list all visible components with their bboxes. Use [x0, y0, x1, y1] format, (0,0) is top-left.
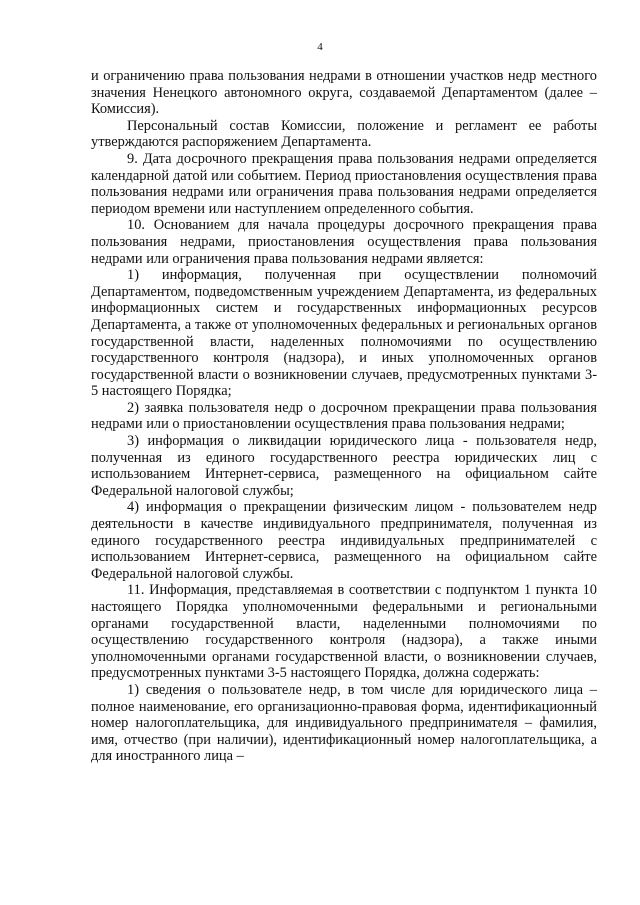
page-number: 4: [317, 41, 323, 53]
paragraph-item-9: 9. Дата досрочного прекращения права пользования недрами определяется календарной датой или событием. Период приостановления осуществления права пользования недрами или ограничения права пользования недрами определяется периодом времени или наступлением определенного события.: [91, 150, 597, 217]
document-body: [91, 68, 597, 765]
paragraph-item-10-1: 1) информация, полученная при осуществлении полномочий Департаментом, подведомственным учреждением Департамента, из федеральных информационных систем и государственных информационных ресурсов Департамента, а также от уполномоченных федеральных и региональных органов государственной власти, наделенных полномочиями по осуществлению государственного контроля (надзора), и иных уполномоченных органов государственной власти о возникновении случаев, предусмотренных пунктами 3-5 настоящего Порядка;: [91, 267, 597, 400]
paragraph-commission-composition: Персональный состав Комиссии, положение и регламент ее работы утверждаются распоряжением Департамента.: [91, 117, 597, 151]
paragraph-item-10: 10. Основанием для начала процедуры досрочного прекращения права пользования недрами, приостановления осуществления права пользования недрами или ограничения права пользования недрами является:: [91, 217, 597, 267]
paragraph-item-10-4: 4) информация о прекращении физическим лицом - пользователем недр деятельности в качестве индивидуального предпринимателя, полученная из единого государственного реестра индивидуальных предпринимателей с использованием Интернет-сервиса, размещенного на официальном сайте Федеральной налоговой службы.: [91, 499, 597, 582]
paragraph-commission-continuation: и ограничению права пользования недрами в отношении участков недр местного значения Ненецкого автономного округа, создаваемой Департаментом (далее – Комиссия).: [91, 68, 597, 118]
paragraph-item-11-1: 1) сведения о пользователе недр, в том числе для юридического лица – полное наименование, его организационно-правовая форма, идентификационный номер налогоплательщика, для индивидуального предпринимателя – фамилия, имя, отчество (при наличии), идентификационный номер налогоплательщика, а для иностранного лица –: [91, 681, 597, 765]
paragraph-item-10-3: 3) информация о ликвидации юридического лица - пользователя недр, полученная из единого государственного реестра юридических лиц с использованием Интернет-сервиса, размещенного на официальном сайте Федеральной налоговой службы;: [91, 433, 597, 499]
paragraph-item-11: 11. Информация, представляемая в соответствии с подпунктом 1 пункта 10 настоящего Порядка уполномоченными федеральными и региональными органами государственной власти, наделенными полномочиями по осуществлению государственного контроля (надзора), а также иными уполномоченными органами государственной власти, о возникновении случаев, предусмотренных пунктами 3-5 настоящего Порядка, должна содержать:: [91, 582, 597, 682]
paragraph-item-10-2: 2) заявка пользователя недр о досрочном прекращении права пользования недрами или о приостановлении осуществления права пользования недрами;: [91, 399, 597, 433]
